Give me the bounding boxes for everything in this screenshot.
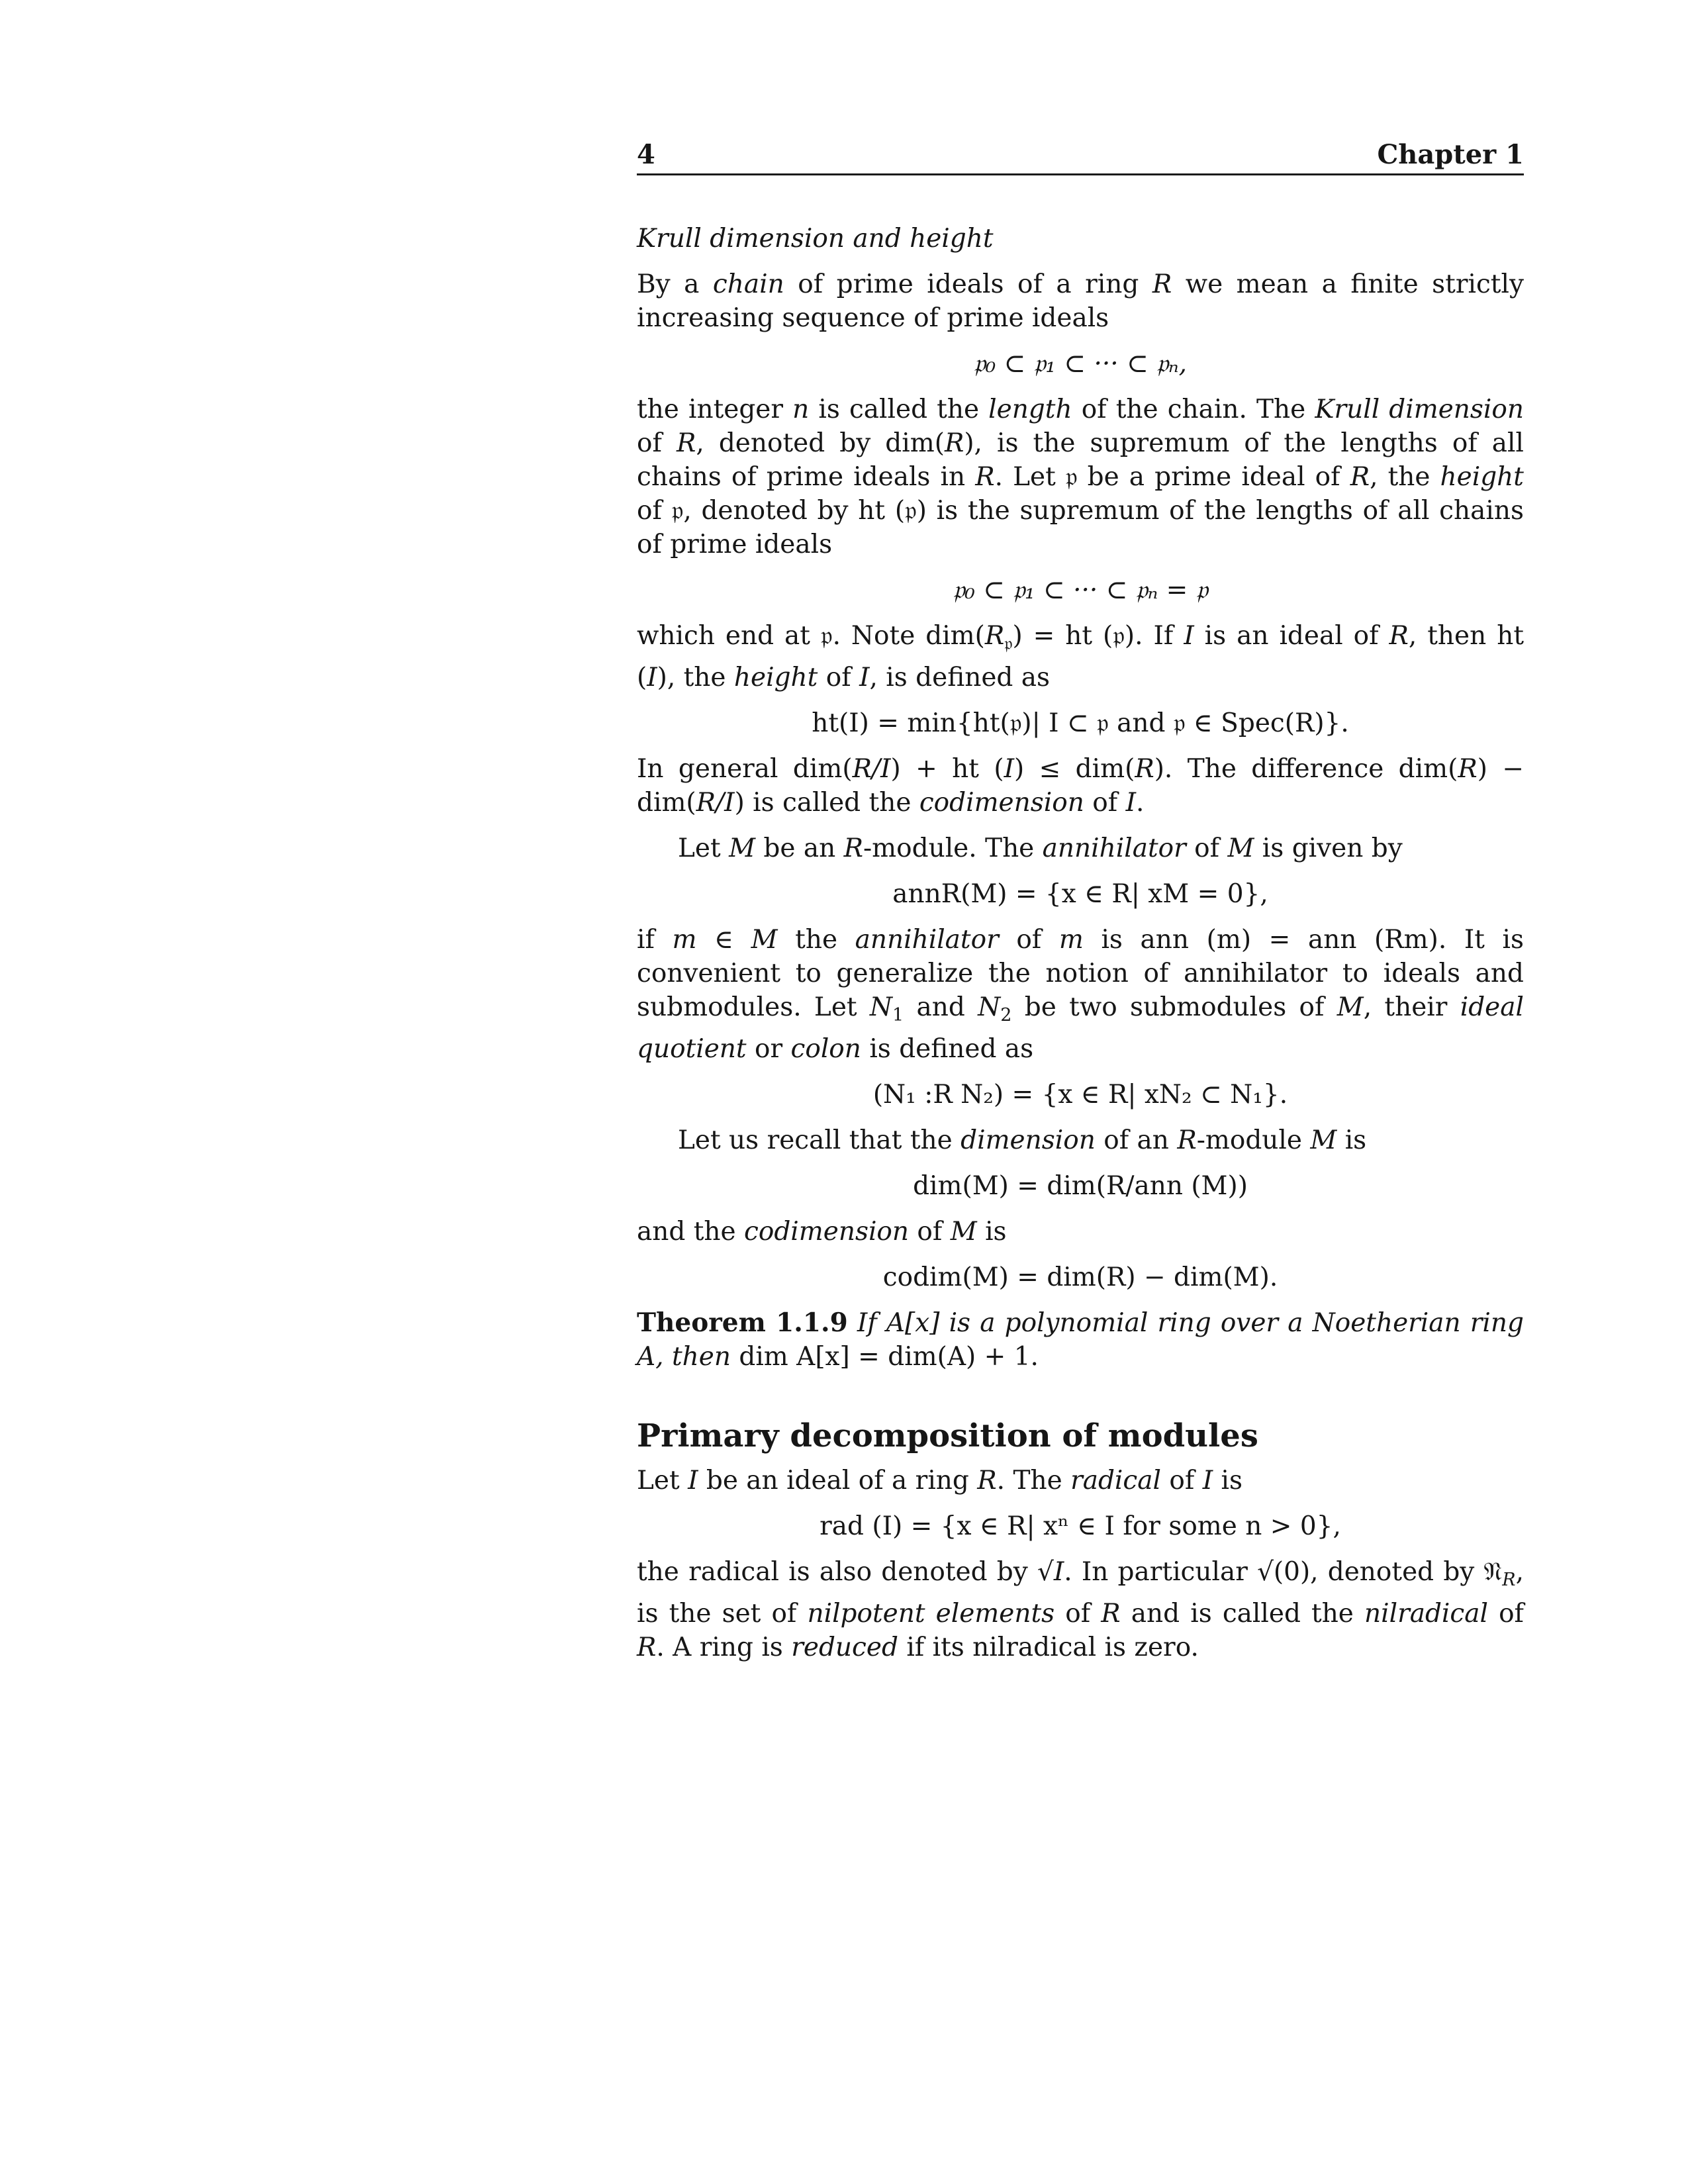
text: if its nilradical is zero. (898, 1633, 1199, 1662)
math-var: I (647, 663, 657, 692)
text: of (1487, 1599, 1524, 1629)
text: and (904, 992, 978, 1022)
subscript: 1 (892, 1005, 904, 1025)
term-reduced: reduced (791, 1633, 898, 1662)
math-var: R (1135, 754, 1154, 784)
math-var: I (1184, 621, 1194, 651)
paragraph-module-dimension (637, 1123, 1524, 1157)
text: is (1336, 1125, 1367, 1155)
page-number: 4 (637, 139, 655, 170)
math-var: I (1202, 1466, 1213, 1496)
math-var: m (1058, 925, 1084, 955)
text: . In particular √(0), denoted by 𝔑 (1064, 1557, 1503, 1587)
math-var: N (978, 992, 1001, 1022)
term-ideal-quotient: ideal quotient (637, 992, 1524, 1064)
paragraph-radical (637, 1464, 1524, 1497)
text: . (1135, 788, 1145, 818)
text: , their (1363, 992, 1460, 1022)
text: . A ring is (656, 1633, 792, 1662)
math-var: R (676, 428, 696, 458)
subscript: R (1502, 1570, 1516, 1590)
math-var: R (1152, 269, 1172, 299)
paragraph-krull-dimension (637, 393, 1524, 561)
text: of 𝔭, denoted by ht (𝔭) is the supremum of the lengths of all chains of prime ideals (637, 496, 1524, 559)
text: of an (1095, 1125, 1178, 1155)
theorem-formula: dim A[x] = dim(A) + 1. (730, 1342, 1039, 1372)
math-var: R (843, 833, 863, 863)
text: ) − dim( (637, 754, 1524, 818)
math-var: M (950, 1217, 977, 1247)
term-radical: radical (1070, 1466, 1161, 1496)
math-var: R (1101, 1599, 1121, 1629)
math-var: M (1227, 833, 1254, 863)
text: , is defined as (869, 663, 1051, 692)
text: -module. The (863, 833, 1043, 863)
text: In general dim( (637, 754, 853, 784)
text: Let (678, 833, 729, 863)
theorem-1-1-9 (637, 1306, 1524, 1374)
term-length: length (988, 395, 1072, 424)
equation-height-definition: ht(I) = min{ht(𝔭)| I ⊂ 𝔭 and 𝔭 ∈ Spec(R)}. (812, 708, 1349, 738)
text: ), the (657, 663, 734, 692)
paragraph-module-codimension (637, 1215, 1524, 1249)
subscript: 𝔭 (1004, 634, 1013, 654)
equation-annihilator: annR(M) = {x ∈ R| xM = 0}, (892, 879, 1268, 909)
term-codimension: codimension (744, 1217, 910, 1247)
math-var: R (984, 621, 1005, 651)
math-var: R (1458, 754, 1477, 784)
text: ) = ht (𝔭). If (1012, 621, 1184, 651)
text: is ann (m) = ann (Rm). It is convenient to generalize the notion of annihilator to ideals and submodules. Let (637, 925, 1524, 1022)
theorem-label: Theorem 1.1.9 (637, 1307, 848, 1338)
term-height: height (733, 663, 818, 692)
paragraph-codimension (637, 752, 1524, 820)
equation-radical: rad (I) = {x ∈ R| xⁿ ∈ I for some n > 0}, (820, 1511, 1341, 1541)
equation-chain-ending: 𝔭₀ ⊂ 𝔭₁ ⊂ ··· ⊂ 𝔭ₙ = 𝔭 (953, 575, 1208, 605)
text: if (637, 925, 673, 955)
term-colon: colon (790, 1034, 861, 1064)
text: of (998, 925, 1059, 955)
text: we mean a finite strictly increasing sequence of prime ideals (637, 269, 1524, 333)
math-var: I (1004, 754, 1014, 784)
paragraph-nilradical (637, 1555, 1524, 1664)
text: is defined as (861, 1034, 1034, 1064)
text: the (777, 925, 855, 955)
text: of (818, 663, 860, 692)
term-dimension: dimension (961, 1125, 1096, 1155)
text: -module (1196, 1125, 1311, 1155)
math-var: N (869, 992, 893, 1022)
text: , the (1370, 462, 1440, 492)
text: be an (755, 833, 844, 863)
text: is an ideal of (1194, 621, 1389, 651)
math-var: R (637, 1633, 657, 1662)
term-annihilator: annihilator (855, 925, 999, 955)
text: of the chain. The (1072, 395, 1315, 424)
text: the integer (637, 395, 793, 424)
text: . Let 𝔭 be a prime ideal of (994, 462, 1350, 492)
text: which end at 𝔭. Note dim( (637, 621, 985, 651)
term-annihilator: annihilator (1042, 833, 1186, 863)
text: of (1055, 1599, 1102, 1629)
chapter-label: Chapter 1 (1377, 139, 1524, 170)
running-header (637, 139, 1524, 175)
theorem-statement: If A[x] is a polynomial ring over a Noetherian ring A, then (637, 1308, 1524, 1372)
text: is (1213, 1466, 1243, 1496)
term-krull-dimension: Krull dimension (1315, 395, 1524, 424)
text: . The (996, 1466, 1071, 1496)
text: the radical is also denoted by √ (637, 1557, 1054, 1587)
text: ), is the supremum of the lengths of all chains of prime ideals in (637, 428, 1524, 492)
term-height: height (1440, 462, 1524, 492)
text: of prime ideals of a ring (784, 269, 1152, 299)
text: ) ≤ dim( (1013, 754, 1135, 784)
text: be an ideal of a ring (698, 1466, 978, 1496)
text: of (1084, 788, 1126, 818)
text: Let (637, 1466, 688, 1496)
text: is (976, 1217, 1007, 1247)
text: is given by (1254, 833, 1403, 863)
text: ) is called the (734, 788, 919, 818)
text: Let us recall that the (678, 1125, 961, 1155)
text: By a (637, 269, 713, 299)
math-var: M (729, 833, 755, 863)
text: of (1186, 833, 1228, 863)
section-title: Primary decomposition of modules (637, 1417, 1258, 1454)
term-nilradical: nilradical (1364, 1599, 1488, 1629)
math-var: I (688, 1466, 698, 1496)
math-var: I (1053, 1557, 1064, 1587)
equation-chain: 𝔭₀ ⊂ 𝔭₁ ⊂ ··· ⊂ 𝔭ₙ, (973, 349, 1188, 379)
math-var: n (792, 395, 810, 424)
math-var: I (859, 663, 870, 692)
math-var: R/I (852, 754, 891, 784)
math-var: R (1177, 1125, 1197, 1155)
subscript: 2 (1000, 1005, 1012, 1025)
equation-module-codimension: codim(M) = dim(R) − dim(M). (882, 1262, 1278, 1292)
paragraph-height-ideal (637, 619, 1524, 694)
text: of (637, 428, 677, 458)
subsection-title: Krull dimension and height (637, 224, 994, 254)
text: and is called the (1120, 1599, 1364, 1629)
term-codimension: codimension (919, 788, 1084, 818)
paragraph-ideal-quotient (637, 923, 1524, 1066)
equation-module-dimension: dim(M) = dim(R/ann (M)) (913, 1171, 1248, 1201)
book-page (637, 139, 1524, 1664)
paragraph-chain-definition (637, 267, 1524, 335)
paragraph-annihilator-intro (637, 831, 1524, 865)
text: , is the set of (637, 1557, 1524, 1629)
text: , denoted by dim( (696, 428, 945, 458)
math-var: R (1350, 462, 1370, 492)
text: ) + ht ( (890, 754, 1004, 784)
math-var: R/I (696, 788, 735, 818)
math-var: R (977, 1466, 997, 1496)
text: of (909, 1217, 951, 1247)
term-nilpotent-elements: nilpotent elements (807, 1599, 1055, 1629)
math-var: I (1125, 788, 1136, 818)
text: be two submodules of (1011, 992, 1337, 1022)
text: or (746, 1034, 791, 1064)
term-chain: chain (712, 269, 784, 299)
math-var: M (1310, 1125, 1337, 1155)
text: ). The difference dim( (1154, 754, 1458, 784)
text: and the (637, 1217, 744, 1247)
equation-colon: (N₁ :R N₂) = {x ∈ R| xN₂ ⊂ N₁}. (872, 1080, 1288, 1110)
text: of (1160, 1466, 1203, 1496)
text: , then ht ( (637, 621, 1524, 692)
math-var: R (975, 462, 995, 492)
math-var: R (944, 428, 964, 458)
math-expression: m ∈ M (672, 925, 778, 955)
text: is called the (809, 395, 989, 424)
math-var: M (1336, 992, 1364, 1022)
math-var: R (1389, 621, 1409, 651)
